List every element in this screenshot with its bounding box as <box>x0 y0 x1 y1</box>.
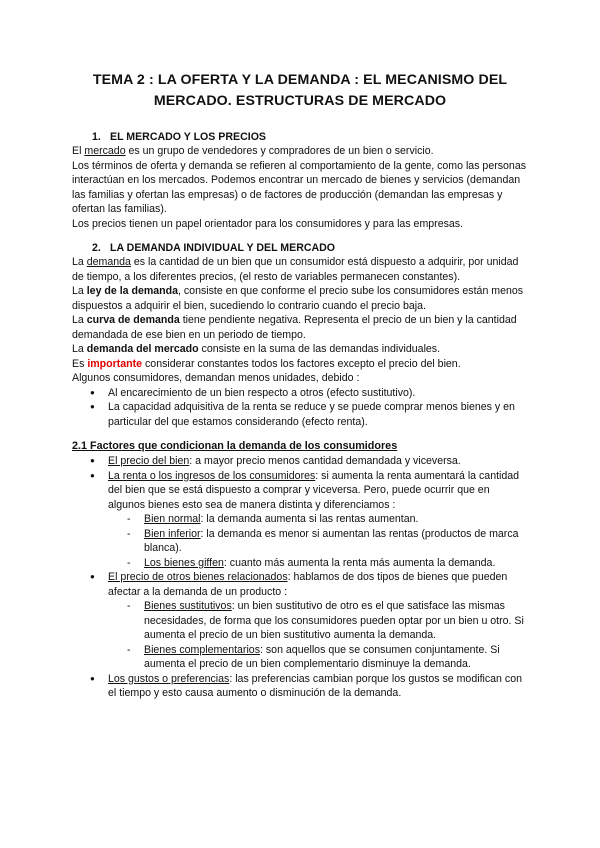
factor-otros-bienes: ● El precio de otros bienes relacionados: hablamos de dos tipos de bienes que pueden afectar a la demanda de un producto : - Bienes sustitutivos: un bien sustitutivo de otro es el que satisface las mismas necesidades, de forma que los consumidores pueden optar por un bien u otro. Si aumenta el precio de un bien sustitutivo aumenta la demanda. - Bienes complementarios: son aquellos que se consumen conjuntamente. Si aumenta el precio de un bien complementario disminuye la demanda. <box>72 570 528 672</box>
list-item: - Bien inferior: la demanda es menor si aumentan las rentas (productos de marca blanca). <box>72 527 528 556</box>
factor-precio: ● El precio del bien: a mayor precio menos cantidad demandada y viceversa. <box>72 454 528 469</box>
term-demanda-mercado: demanda del mercado <box>86 343 199 355</box>
list-item: - Bienes sustitutivos: un bien sustitutivo de otro es el que satisface las mismas necesidades, de forma que los consumidores pueden optar por un bien u otro. Si aumenta el precio de un bien sustitutivo aumenta la demanda. <box>72 599 528 643</box>
section-2-heading <box>72 241 528 255</box>
s1-paragraph-1: El mercado es un grupo de vendedores y compradores de un bien o servicio. <box>72 145 434 157</box>
section-2-1-heading: 2.1 Factores que condicionan la demanda de los consumidores <box>72 440 398 452</box>
list-item: ● Al encarecimiento de un bien respecto a otros (efecto sustitutivo). <box>72 386 528 401</box>
renta-sublist <box>72 512 528 570</box>
title-line-1: TEMA 2 : LA OFERTA Y LA DEMANDA : EL MECANISMO DEL <box>92 72 508 88</box>
otros-bienes-sublist <box>72 599 528 672</box>
term-importante: importante <box>87 357 143 370</box>
list-item: ● La capacidad adquisitiva de la renta se reduce y se puede comprar menos bienes y en particular del que estamos considerando (efecto renta). <box>72 400 528 429</box>
s2-paragraph-4: La demanda del mercado consiste en la suma de las demandas individuales. <box>72 343 441 355</box>
s1-paragraph-2: Los términos de oferta y demanda se refieren al comportamiento de la gente, como las personas interactúan en los mercados. Podemos encontrar un mercado de bienes y servicios (demandan las familias y ofertan las empresas) o de factores de producción (demandan las empresas y ofertan las familias). <box>72 159 527 215</box>
section-1-title: EL MERCADO Y LOS PRECIOS <box>110 131 266 143</box>
title-line-2: MERCADO. ESTRUCTURAS DE MERCADO <box>153 93 447 109</box>
list-item: - Los bienes giffen: cuanto más aumenta la renta más aumenta la demanda. <box>72 556 528 571</box>
section-2-number: 2. <box>92 242 101 254</box>
list-item: - Bien normal: la demanda aumenta si las rentas aumentan. <box>72 512 528 527</box>
s1-paragraph-3: Los precios tienen un papel orientador para los consumidores y para las empresas. <box>72 217 464 230</box>
s2-paragraph-5: Es importante considerar constantes todos los factores excepto el precio del bien. <box>72 357 461 370</box>
document-title <box>72 70 528 112</box>
term-demanda: demanda <box>86 256 131 268</box>
term-curva-demanda: curva de demanda <box>86 314 180 326</box>
s2-paragraph-6: Algunos consumidores, demandan menos unidades, debido : <box>72 372 360 384</box>
s2-paragraph-3: La curva de demanda tiene pendiente negativa. Representa el precio de un bien y la cantidad demandada de ese bien en un periodo de tiempo. <box>72 314 517 341</box>
factor-gustos: ● Los gustos o preferencias: las preferencias cambian porque los gustos se modifican con el tiempo y esto causa aumento o disminución de la demanda. <box>72 672 528 701</box>
section-1-number: 1. <box>92 131 101 143</box>
s2-paragraph-2: La ley de la demanda, consiste en que conforme el precio sube los consumidores están menos dispuestos a adquirir el bien, sucediendo lo contrario cuando el precio baja. <box>72 285 524 312</box>
term-ley-demanda: ley de la demanda <box>86 285 178 297</box>
s2-bullet-list <box>72 386 528 430</box>
factor-renta: ● La renta o los ingresos de los consumidores: si aumenta la renta aumentará la cantidad del bien que se está dispuesto a comprar y viceversa. Pero, puede ocurrir que en algunos bienes esto sea de manera distinta y diferenciamos : - Bien normal: la demanda aumenta si las rentas aumentan. - Bien inferior: la demanda es menor si aumentan las rentas (productos de marca blanca). - Los bienes giffen: cuanto más aumenta la renta más aumenta la demanda. <box>72 469 528 571</box>
term-mercado: mercado <box>84 145 126 157</box>
section-2-title: LA DEMANDA INDIVIDUAL Y DEL MERCADO <box>110 242 336 254</box>
s2-paragraph-1: La demanda es la cantidad de un bien que un consumidor está dispuesto a adquirir, por unidad de tiempo, a los diferentes precios, (el resto de variables permanecen constantes). <box>72 256 519 283</box>
factors-list <box>72 454 528 701</box>
section-1-heading <box>72 130 528 144</box>
list-item: - Bienes complementarios: son aquellos que se consumen conjuntamente. Si aumenta el precio de un bien complementario disminuye la demanda. <box>72 643 528 672</box>
